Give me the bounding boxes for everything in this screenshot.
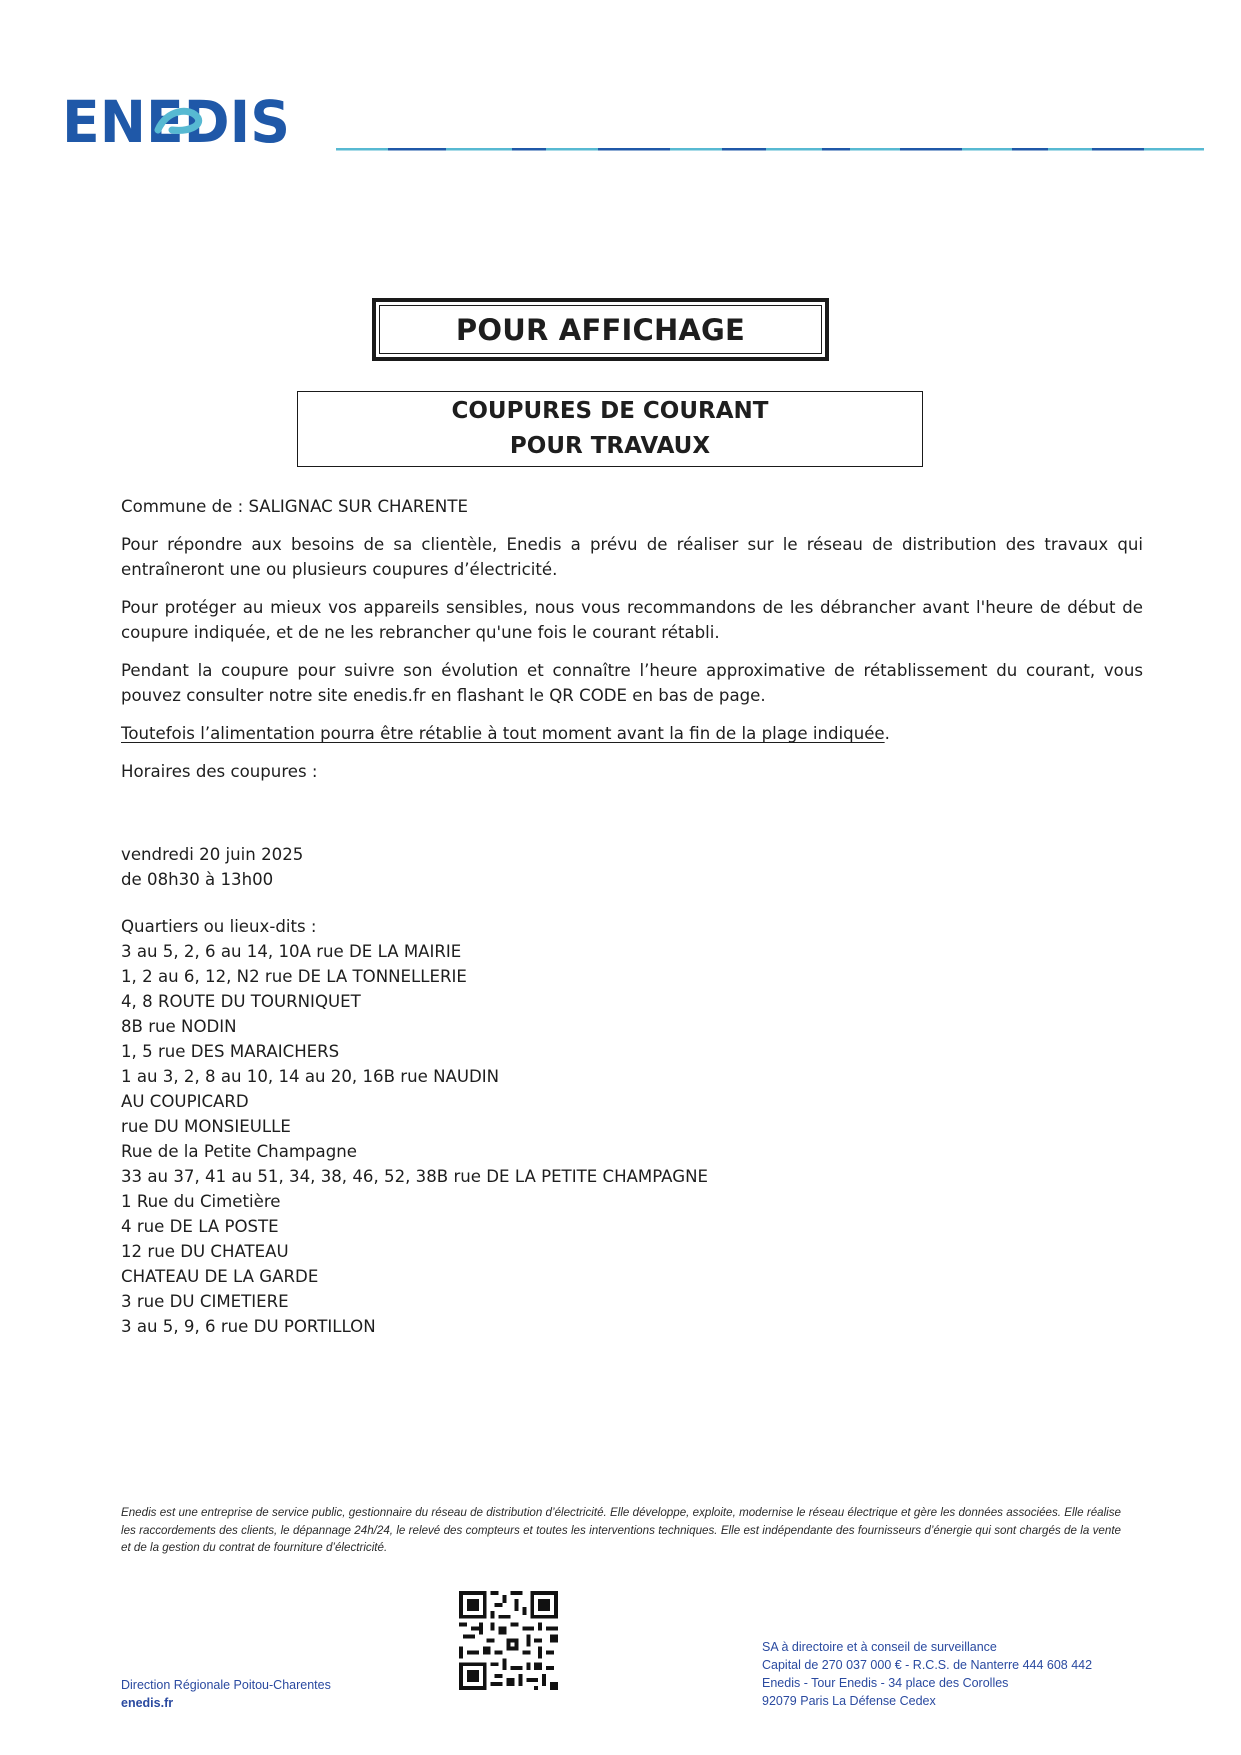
outage-date: vendredi 20 juin 2025 [121,845,304,864]
area-item: Rue de la Petite Champagne [121,1142,357,1161]
notice-title-box [372,298,829,361]
regional-direction [121,1676,331,1712]
paragraph-qr-info: Pendant la coupure pour suivre son évolution et connaître l’heure approximative de rétablissement du courant, vous pouvez consulter notre site enedis.fr en flashant le QR CODE en bas de page. [121,661,1143,705]
notice-body [121,494,1143,1339]
area-item: 1 Rue du Cimetière [121,1192,281,1211]
area-item: 3 rue DU CIMETIERE [121,1292,289,1311]
paragraph-works: Pour répondre aux besoins de sa clientèle, Enedis a prévu de réaliser sur le réseau de distribution des travaux qui entraîneront une ou plusieurs coupures d’électricité. [121,535,1143,579]
website-link[interactable]: enedis.fr [121,1696,174,1710]
areas-list [121,939,1143,1339]
paragraph-devices: Pour protéger au mieux vos appareils sensibles, nous vous recommandons de les débrancher avant l'heure de début de coupure indiquée, et de ne les rebrancher qu'une fois le courant rétabli. [121,598,1143,642]
warning-text: Toutefois l’alimentation pourra être rétablie à tout moment avant la fin de la plage indiquée [121,724,885,743]
notice-title: POUR AFFICHAGE [379,305,822,354]
subtitle-line-1: COUPURES DE COURANT [451,398,769,424]
enedis-logo [62,92,330,154]
warning-line: Toutefois l’alimentation pourra être rétablie à tout moment avant la fin de la plage indiquée. [121,724,890,743]
company-line: Capital de 270 037 000 € - R.C.S. de Nanterre 444 608 442 [762,1658,1093,1672]
direction-name: Direction Régionale Poitou-Charentes [121,1678,331,1692]
area-item: 33 au 37, 41 au 51, 34, 38, 46, 52, 38B rue DE LA PETITE CHAMPAGNE [121,1167,708,1186]
areas-label: Quartiers ou lieux-dits : [121,917,317,936]
svg-text:ENEDIS: ENEDIS [62,92,290,154]
subtitle-line-2: POUR TRAVAUX [509,433,711,459]
commune: Commune de : SALIGNAC SUR CHARENTE [121,497,468,516]
area-item: 1, 5 rue DES MARAICHERS [121,1042,340,1061]
qr-code-icon[interactable] [459,1591,558,1690]
area-item: AU COUPICARD [121,1092,249,1111]
legal-notice: Enedis est une entreprise de service public, gestionnaire du réseau de distribution d’électricité. Elle développe, exploite, modernise le réseau électrique et gère les données associées. Elle réalise les raccordements des clients, le dépannage 24h/24, le relevé des compteurs et toutes les interventions techniques. Elle est indépendante des fournisseurs d’énergie qui sont chargés de la vente et de la gestion du contrat de fourniture d’électricité. [121,1506,1121,1554]
area-item: 12 rue DU CHATEAU [121,1242,289,1261]
area-item: rue DU MONSIEULLE [121,1117,291,1136]
schedule-label: Horaires des coupures : [121,762,318,781]
company-line: Enedis - Tour Enedis - 34 place des Corolles [762,1676,1009,1690]
area-item: 4 rue DE LA POSTE [121,1217,279,1236]
company-info [762,1638,1092,1710]
area-item: CHATEAU DE LA GARDE [121,1267,319,1286]
company-line: 92079 Paris La Défense Cedex [762,1694,936,1708]
outage-time: de 08h30 à 13h00 [121,870,274,889]
company-line: SA à directoire et à conseil de surveillance [762,1640,997,1654]
area-item: 1 au 3, 2, 8 au 10, 14 au 20, 16B rue NAUDIN [121,1067,500,1086]
notice-subtitle-box [297,391,923,467]
area-item: 3 au 5, 2, 6 au 14, 10A rue DE LA MAIRIE [121,942,462,961]
area-item: 4, 8 ROUTE DU TOURNIQUET [121,992,361,1011]
header-rule [336,146,1204,152]
area-item: 1, 2 au 6, 12, N2 rue DE LA TONNELLERIE [121,967,467,986]
area-item: 3 au 5, 9, 6 rue DU PORTILLON [121,1317,376,1336]
area-item: 8B rue NODIN [121,1017,237,1036]
